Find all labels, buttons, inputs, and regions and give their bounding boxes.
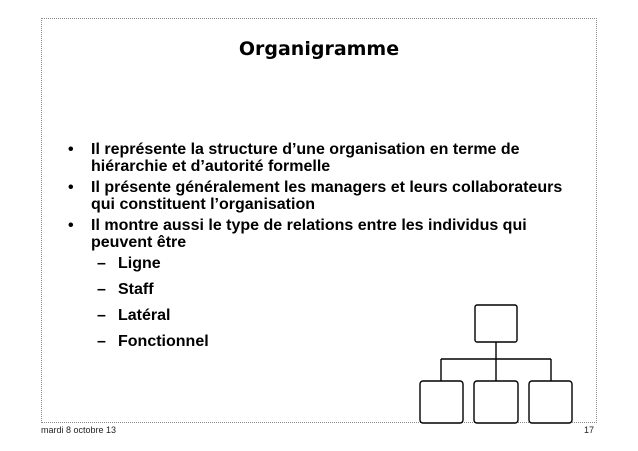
bullet-item [68, 179, 568, 213]
org-box-left [420, 381, 463, 423]
dash-marker: – [97, 255, 106, 272]
bullet-text: Il montre aussi le type de relations entre les individus qui peuvent être [91, 217, 527, 251]
sub-item-text: Staff [118, 281, 154, 298]
sub-item-text: Ligne [118, 255, 161, 272]
footer-date: mardi 8 octobre 13 [41, 425, 117, 435]
slide-title: Organigramme [238, 38, 400, 60]
org-chart-diagram [416, 304, 576, 426]
bullet-dot: • [68, 179, 74, 196]
bullet-dot: • [68, 141, 74, 158]
sub-item-ligne [68, 255, 568, 272]
dash-marker: – [97, 281, 106, 298]
bullet-item [68, 141, 568, 175]
org-box-middle [474, 381, 518, 423]
dash-marker: – [97, 333, 106, 350]
page-number: 17 [583, 425, 594, 435]
slide [41, 18, 597, 423]
bullet-item [68, 217, 568, 251]
sub-item-text: Fonctionnel [118, 333, 209, 350]
org-box-right [529, 381, 572, 423]
bullet-dot: • [68, 217, 74, 234]
sub-item-text: Latéral [118, 307, 171, 324]
org-box-top [475, 305, 517, 342]
dash-marker: – [97, 307, 106, 324]
bullet-text: Il représente la structure d’une organisation en terme de hiérarchie et d’autorité formelle [91, 141, 520, 175]
sub-item-staff [68, 281, 568, 298]
bullet-text: Il présente généralement les managers et leurs collaborateurs qui constituent l’organisation [91, 179, 563, 213]
